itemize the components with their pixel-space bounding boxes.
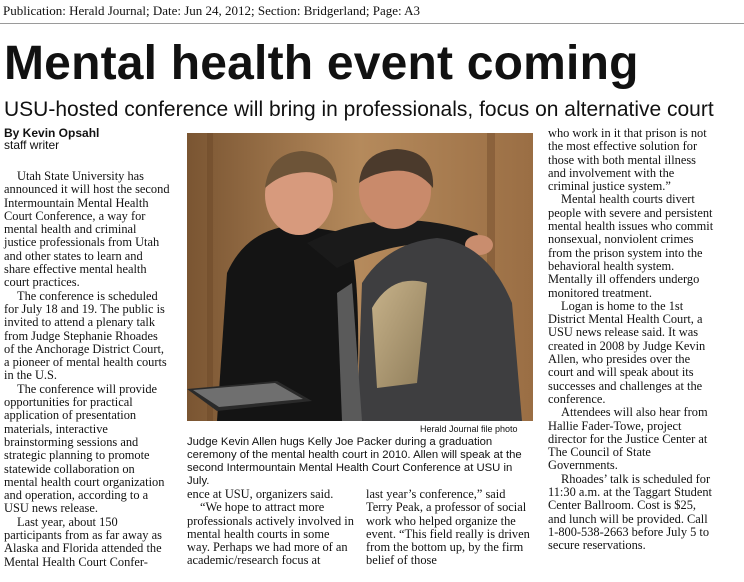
paragraph: Attendees will also hear from Hallie Fader-Towe, project director for the Justice Center at The Council of State Governments.: [548, 405, 708, 473]
photo-illustration: [187, 133, 533, 421]
subheadline: USU-hosted conference will bring in professionals, focus on alternative court: [4, 98, 714, 121]
paragraph: last year’s conference,” said Terry Peak, a professor of social work who helped organize the event. “This field really is driven from the bottom up, by the firm belief of those: [366, 487, 530, 568]
news-photo: [187, 133, 533, 421]
photo-credit: Herald Journal file photo: [420, 424, 518, 434]
paragraph: Rhoades’ talk is scheduled for 11:30 a.m. at the Taggart Student Center Ballroom. Cost is $25, and lunch will be provided. Call 1-800-538-2663 before July 5 to secure reservations.: [548, 471, 712, 553]
photo-caption: [187, 436, 533, 488]
top-divider: [0, 23, 744, 24]
paragraph: Utah State University has announced it will host the second Intermountain Mental Health Court Conference, a way for mental health and criminal justice professionals from Utah and other states to learn and share effective mental health court practices.: [4, 169, 170, 290]
article-column-3: [366, 488, 533, 568]
publication-line: Publication: Herald Journal; Date: Jun 24, 2012; Section: Bridgerland; Page: A3: [3, 3, 421, 18]
byline-author: By Kevin Opsahl: [4, 126, 100, 140]
paragraph: The conference will provide opportunities for practical application of presentation materials, interactive brainstorming sessions and strategic planning to promote statewide collaboration on mental health court organization and operation, according to a USU news release.: [4, 381, 165, 516]
paragraph: The conference is scheduled for July 18 and 19. The public is invited to attend a plenary talk from Judge Stephanie Rhoades of the Anchorage District Court, a pioneer of mental health courts in the U.S.: [4, 288, 167, 383]
paragraph: “We hope to attract more professionals actively involved in mental health courts in some way. Perhaps we had more of an academic/research focus at: [187, 500, 354, 568]
paragraph: Mental health courts divert people with severe and persistent mental health issues who commit nonsexual, nonviolent crimes from the prison system into the behavioral health system. Mentally ill offenders undergo monitored treatment.: [548, 192, 714, 300]
article-column-1: [4, 170, 171, 569]
paragraph: who work in it that prison is not the most effective solution for those with both mental illness and involvement with the criminal justice system.”: [548, 126, 707, 194]
caption-text: Judge Kevin Allen hugs Kelly Joe Packer during a graduation ceremony of the mental health court in 2010. Allen will speak at the second Intermountain Mental Health Court Conference at USU in July.: [187, 436, 522, 487]
article-column-4: [548, 127, 716, 553]
paragraph: Logan is home to the 1st District Mental Health Court, a USU news release said. It was created in 2008 by Judge Kevin Allen, who presides over the court and will speak about its successes and challenges at the conference.: [548, 298, 706, 406]
headline: Mental health event coming: [4, 37, 639, 90]
byline-role: staff writer: [4, 138, 60, 152]
paragraph: ence at USU, organizers said.: [187, 487, 334, 501]
paragraph: Last year, about 150 participants from as far away as Alaska and Florida attended the Mental Health Court Confer-: [4, 514, 162, 569]
article-column-2: [187, 488, 354, 568]
